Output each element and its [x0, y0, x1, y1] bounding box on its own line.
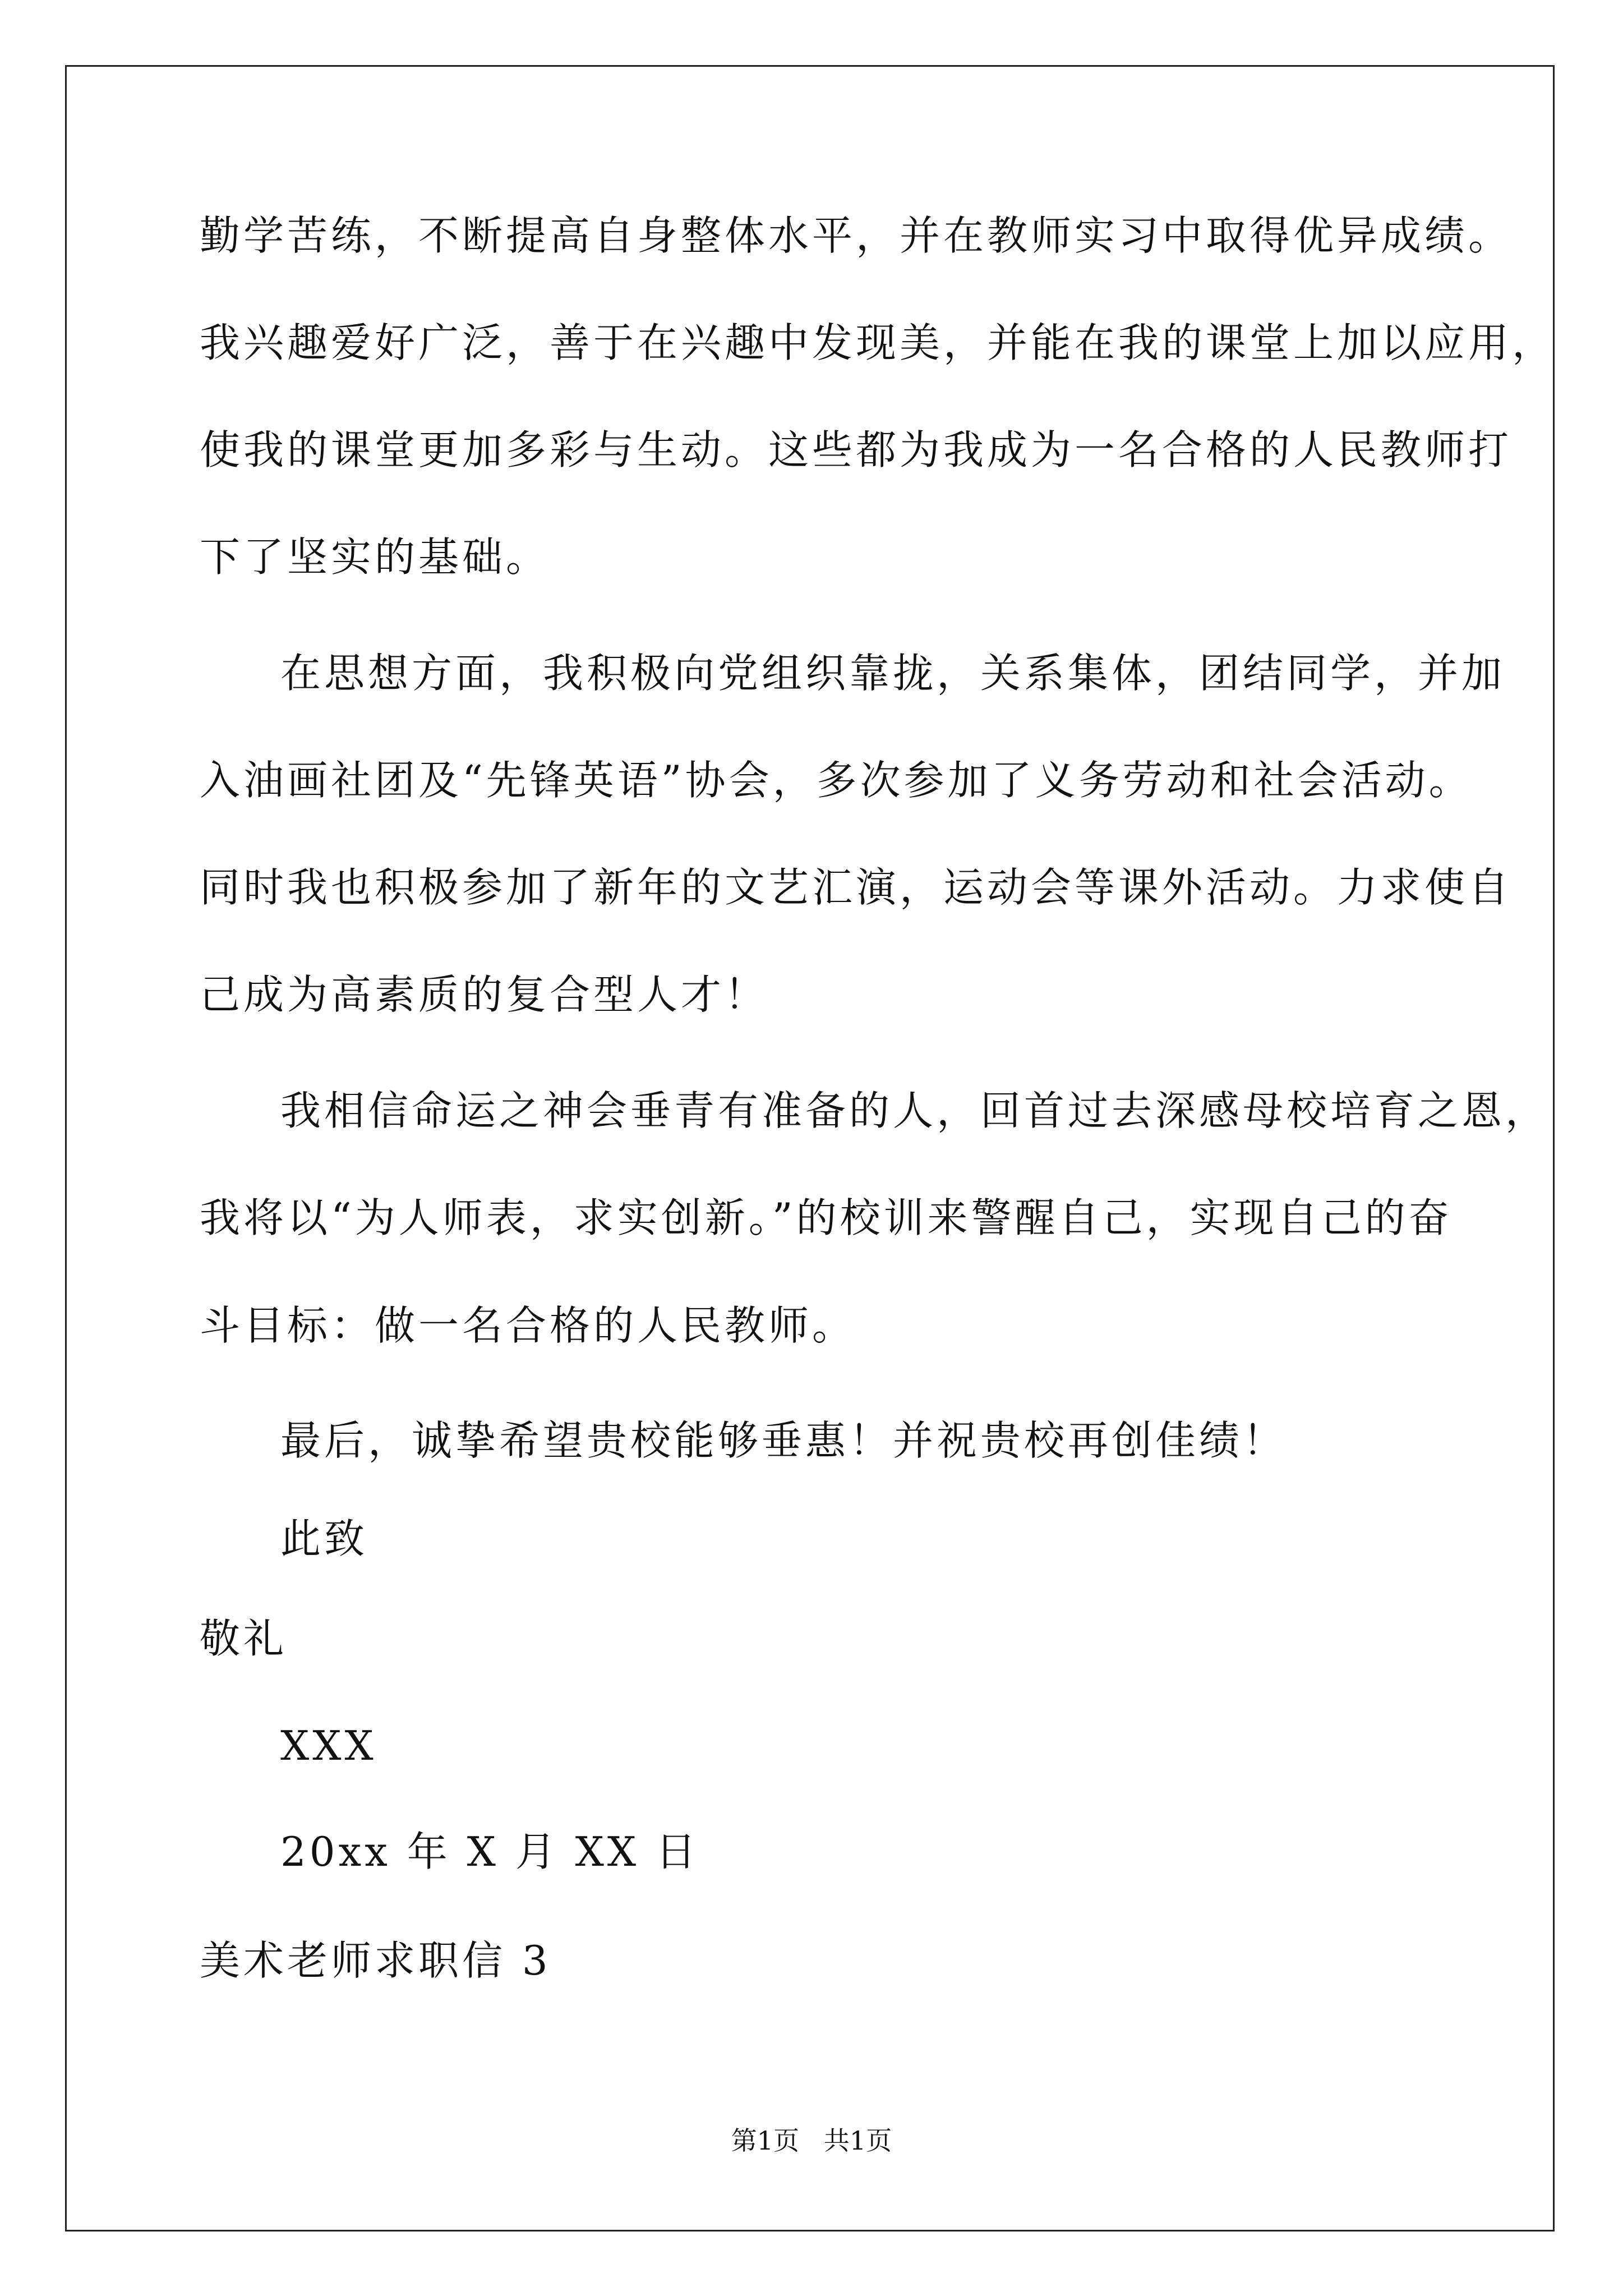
text-line: 斗目标：做一名合格的人民教师。: [200, 1302, 856, 1349]
signature-name: XXX: [280, 1722, 377, 1769]
closing-wish: 最后，诚挚希望贵校能够垂惠！并祝贵校再创佳绩！: [280, 1417, 1287, 1464]
signature-date: 20xx 年 X 月 XX 日: [280, 1828, 700, 1875]
page-footer: 第1页 共1页: [731, 2125, 892, 2156]
text-line: 入油画社团及“先锋英语”协会，多次参加了义务劳动和社会活动。: [200, 757, 1473, 804]
salutation-cizhi: 此致: [280, 1515, 368, 1562]
text-line: 我相信命运之神会垂青有准备的人，回首过去深感母校培育之恩，: [280, 1087, 1550, 1134]
text-line: 使我的课堂更加多彩与生动。这些都为我成为一名合格的人民教师打: [200, 426, 1513, 473]
text-line: 己成为高素质的复合型人才！: [200, 971, 769, 1018]
page-border: [65, 65, 1555, 2231]
text-line: 下了坚实的基础。: [200, 533, 550, 581]
salutation-jingli: 敬礼: [200, 1615, 288, 1662]
text-line: 我兴趣爱好广泛，善于在兴趣中发现美，并能在我的课堂上加以应用，: [200, 319, 1556, 366]
text-line: 在思想方面，我积极向党组织靠拢，关系集体，团结同学，并加: [280, 650, 1506, 697]
text-line: 勤学苦练，不断提高自身整体水平，并在教师实习中取得优异成绩。: [200, 212, 1513, 259]
text-line: 我将以“为人师表，求实创新。”的校训来警醒自己，实现自己的奋: [200, 1194, 1453, 1241]
text-line: 同时我也积极参加了新年的文艺汇演，运动会等课外活动。力求使自: [200, 864, 1513, 911]
next-section-title: 美术老师求职信 3: [200, 1937, 551, 1984]
